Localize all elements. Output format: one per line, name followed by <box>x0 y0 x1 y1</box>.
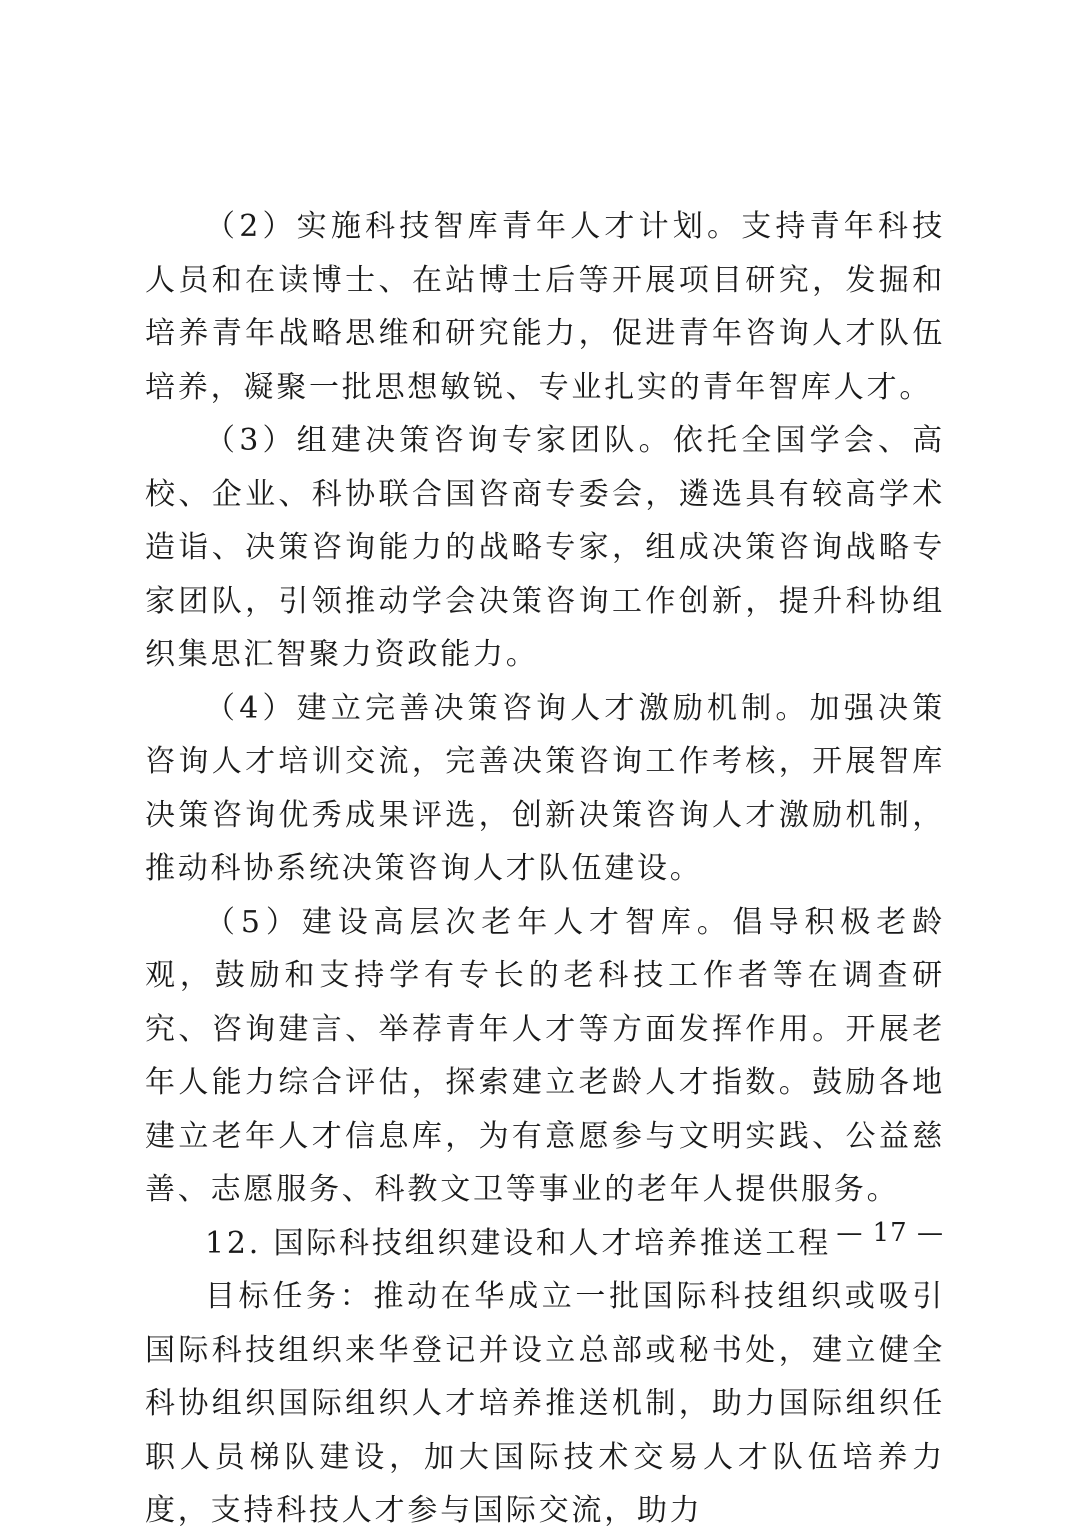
paragraph-senior-talent-think-tank: （5）建设高层次老年人才智库。倡导积极老龄观，鼓励和支持学有专长的老科技工作者等在调查研究、咨询建言、举荐青年人才等方面发挥作用。开展老年人能力综合评估，探索建立老龄人才指数。鼓励各地建立老年人才信息库，为有意愿参与文明实践、公益慈善、志愿服务、科教文卫等事业的老年人提供服务。 <box>145 904 945 1207</box>
paragraph-incentive-mechanism: （4）建立完善决策咨询人才激励机制。加强决策咨询人才培训交流，完善决策咨询工作考核，开展智库决策咨询优秀成果评选，创新决策咨询人才激励机制，推动科协系统决策咨询人才队伍建设。 <box>145 690 945 886</box>
paragraph-expert-team: （3）组建决策咨询专家团队。依托全国学会、高校、企业、科协联合国咨商专委会，遴选具有较高学术造诣、决策咨询能力的战略专家，组成决策咨询战略专家团队，引领推动学会决策咨询工作创新，提升科协组织集思汇智聚力资政能力。 <box>145 423 945 672</box>
page-number: — 17 — <box>836 1218 944 1248</box>
document-body <box>145 200 945 1538</box>
paragraph-target-tasks: 目标任务：推动在华成立一批国际科技组织或吸引国际科技组织来华登记并设立总部或秘书处，建立健全科协组织国际组织人才培养推送机制，助力国际组织任职人员梯队建设，加大国际技术交易人才队伍培养力度，支持科技人才参与国际交流，助力 <box>145 1279 945 1528</box>
section-heading: 12. 国际科技组织建设和人才培养推送工程 <box>205 1225 832 1261</box>
paragraph-youth-talent-plan: （2）实施科技智库青年人才计划。支持青年科技人员和在读博士、在站博士后等开展项目研究，发掘和培养青年战略思维和研究能力，促进青年咨询人才队伍培养，凝聚一批思想敏锐、专业扎实的青年智库人才。 <box>145 209 945 405</box>
